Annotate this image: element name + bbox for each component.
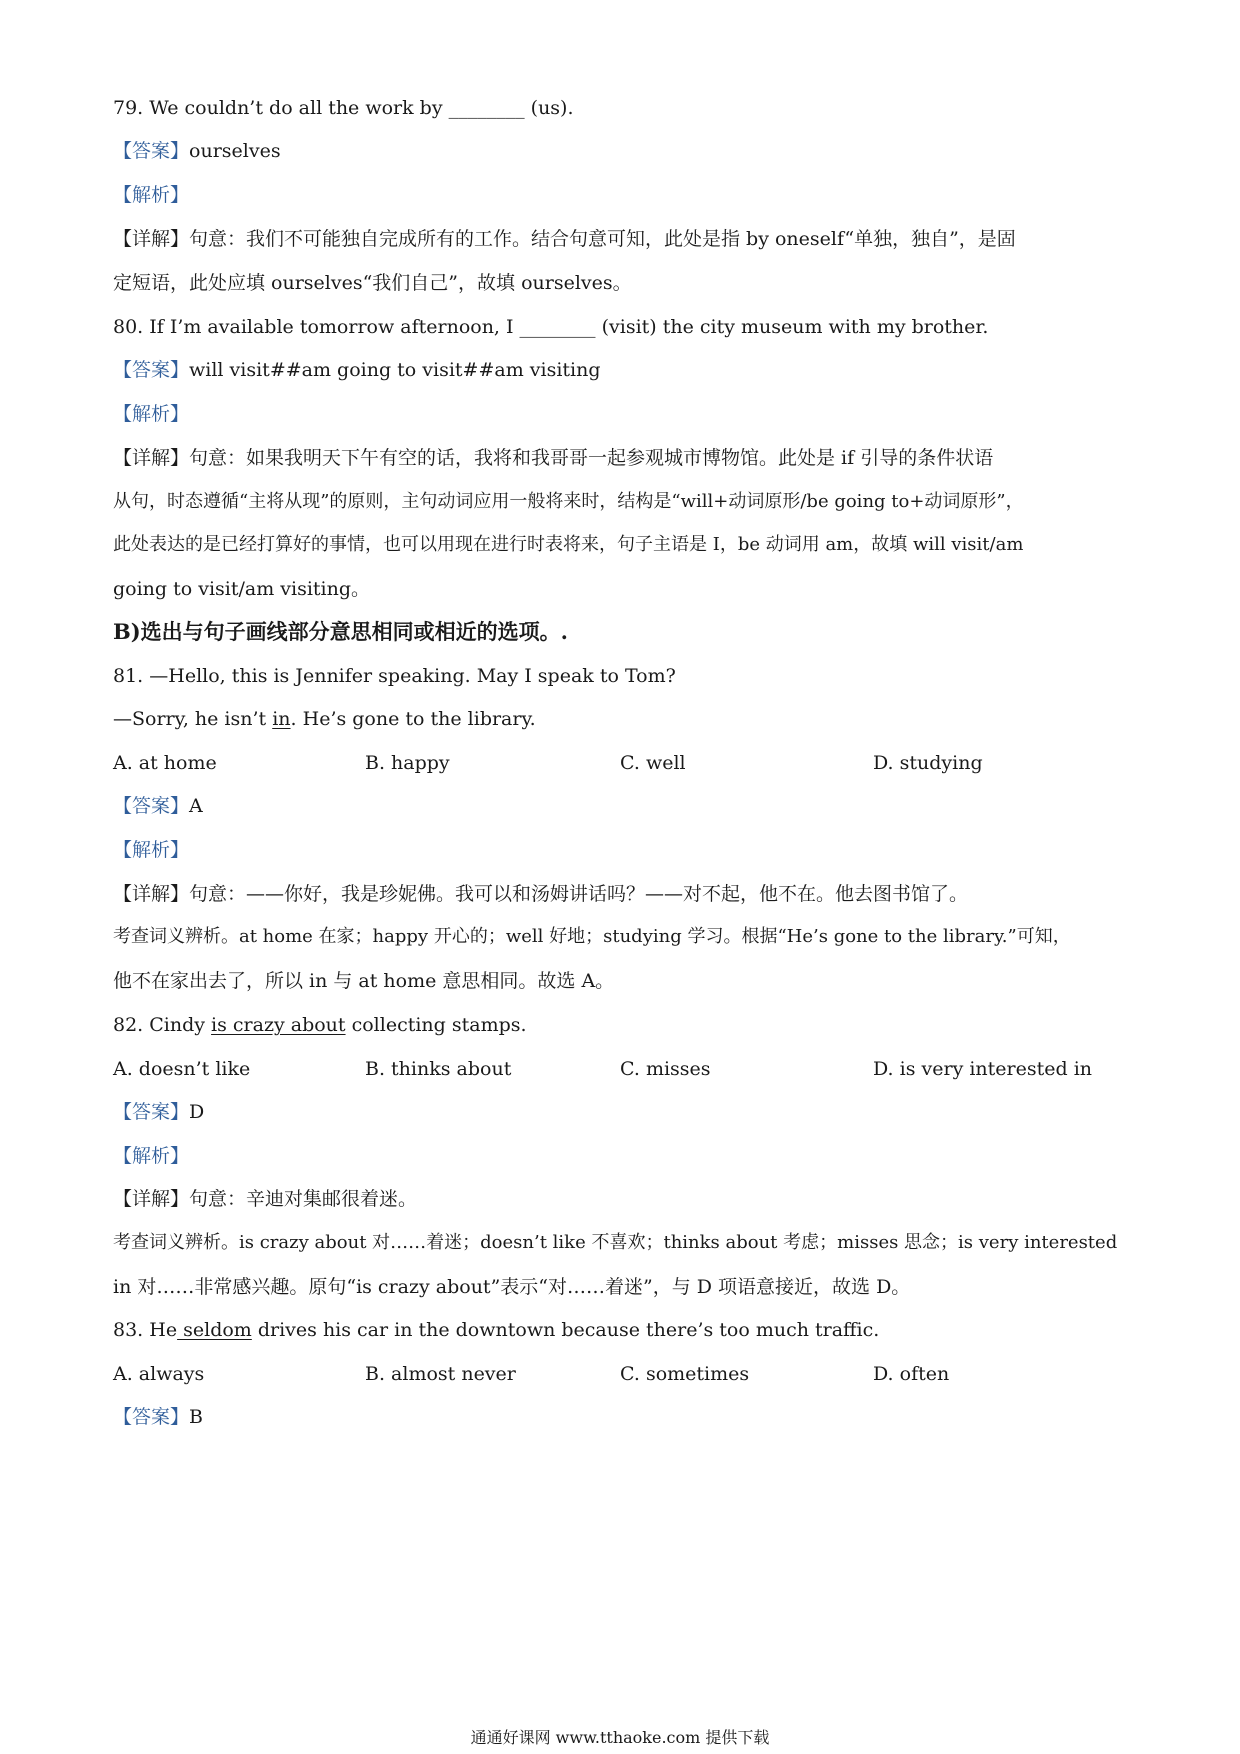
question-81-answer	[113, 794, 1133, 818]
option-c: C. sometimes	[620, 1363, 750, 1385]
question-80-detail-cont-1: 从句，时态遵循“主将从现”的原则，主句动词应用一般将来时，结构是“will+动词原形/be going to+动词原形”，	[113, 491, 1024, 512]
answer-text: D	[189, 1101, 205, 1123]
option-c: C. misses	[620, 1058, 711, 1080]
question-80-detail-cont-2: 此处表达的是已经打算好的事情，也可以用现在进行时表将来，句子主语是 I，be 动词用 am，故填 will visit/am	[113, 534, 1024, 555]
answer-text: A	[189, 795, 203, 817]
question-80-detail-cont-3: going to visit/am visiting。	[113, 578, 371, 600]
option-b: B. thinks about	[365, 1058, 512, 1080]
question-79-detail-cont: 定短语，此处应填 ourselves“我们自己”，故填 ourselves。	[113, 272, 632, 294]
detail-label: 【详解】	[113, 447, 190, 469]
option-d: D. is very interested in	[873, 1058, 1093, 1080]
question-82-answer	[113, 1100, 1133, 1124]
option-a: A. at home	[113, 752, 217, 774]
stem-text-end: drives his car in the downtown because there’s too much traffic.	[251, 1319, 880, 1341]
question-79-stem: 79. We couldn’t do all the work by ________ (us).	[113, 97, 574, 119]
answer-label: 【答案】	[113, 359, 190, 381]
answer-label: 【答案】	[113, 1406, 190, 1428]
option-c: C. well	[620, 752, 686, 774]
underlined-phrase: in	[272, 708, 291, 730]
stem-text: 82. Cindy	[113, 1014, 212, 1036]
stem-text-end: collecting stamps.	[345, 1014, 527, 1036]
question-80-analysis	[113, 402, 1133, 426]
stem-text: 83. He	[113, 1319, 178, 1341]
question-81-detail-cont-1: 考查词义辨析。at home 在家；happy 开心的；well 好地；studying 学习。根据“He’s gone to the library.”可知，	[113, 926, 1071, 947]
answer-label: 【答案】	[113, 795, 190, 817]
answer-text: B	[189, 1406, 203, 1428]
option-d: D. studying	[873, 752, 983, 774]
detail-label: 【详解】	[113, 228, 190, 250]
footer-source-line: 通通好课网 www.tthaoke.com 提供下载	[470, 1728, 770, 1747]
question-79-detail	[113, 227, 1133, 251]
question-81-line2	[113, 707, 1133, 731]
section-b-heading: B)选出与句子画线部分意思相同或相近的选项。.	[113, 619, 568, 644]
question-82-detail	[113, 1187, 1133, 1211]
question-80-answer	[113, 358, 1133, 382]
answer-text: ourselves	[189, 140, 281, 162]
question-82-stem	[113, 1013, 1133, 1037]
answer-text: will visit##am going to visit##am visiting	[189, 359, 601, 381]
option-a: A. always	[113, 1363, 205, 1385]
question-83-stem	[113, 1318, 1133, 1342]
answer-label: 【答案】	[113, 140, 190, 162]
question-82-detail-cont-2: in 对……非常感兴趣。原句“is crazy about”表示“对……着迷”，与 D 项语意接近，故选 D。	[113, 1276, 911, 1298]
option-a: A. doesn’t like	[113, 1058, 251, 1080]
question-79-analysis	[113, 183, 1133, 207]
detail-text: 句意：辛迪对集邮很着迷。	[189, 1188, 418, 1210]
question-81-detail-cont-2: 他不在家出去了，所以 in 与 at home 意思相同。故选 A。	[113, 970, 615, 992]
underlined-phrase: is crazy about	[211, 1014, 346, 1036]
detail-text: 句意：——你好，我是珍妮佛。我可以和汤姆讲话吗？——对不起，他不在。他去图书馆了。	[189, 883, 969, 905]
analysis-label: 【解析】	[113, 1145, 190, 1167]
detail-label: 【详解】	[113, 883, 190, 905]
option-b: B. almost never	[365, 1363, 516, 1385]
option-d: D. often	[873, 1363, 950, 1385]
detail-label: 【详解】	[113, 1188, 190, 1210]
option-b: B. happy	[365, 752, 450, 774]
question-80-detail	[113, 446, 1133, 470]
answer-label: 【答案】	[113, 1101, 190, 1123]
question-81-detail	[113, 882, 1133, 906]
line2-text-end: . He’s gone to the library.	[290, 708, 536, 730]
question-79-answer	[113, 139, 1133, 163]
analysis-label: 【解析】	[113, 403, 190, 425]
question-83-answer	[113, 1405, 1133, 1429]
line2-text: —Sorry, he isn’t	[113, 708, 273, 730]
analysis-label: 【解析】	[113, 839, 190, 861]
detail-text: 句意：如果我明天下午有空的话，我将和我哥哥一起参观城市博物馆。此处是 if 引导的条件状语	[189, 447, 994, 469]
question-82-analysis	[113, 1144, 1133, 1168]
analysis-label: 【解析】	[113, 184, 190, 206]
question-81-analysis	[113, 838, 1133, 862]
question-81-stem: 81. —Hello, this is Jennifer speaking. May I speak to Tom?	[113, 665, 676, 687]
underlined-phrase: seldom	[177, 1319, 252, 1341]
question-80-stem: 80. If I’m available tomorrow afternoon, I ________ (visit) the city museum with my brother.	[113, 316, 989, 338]
detail-text: 句意：我们不可能独自完成所有的工作。结合句意可知，此处是指 by oneself“单独，独自”，是固	[189, 228, 1016, 250]
question-82-detail-cont-1: 考查词义辨析。is crazy about 对……着迷；doesn’t like 不喜欢；thinks about 考虑；misses 思念；is very interested	[113, 1232, 1118, 1253]
